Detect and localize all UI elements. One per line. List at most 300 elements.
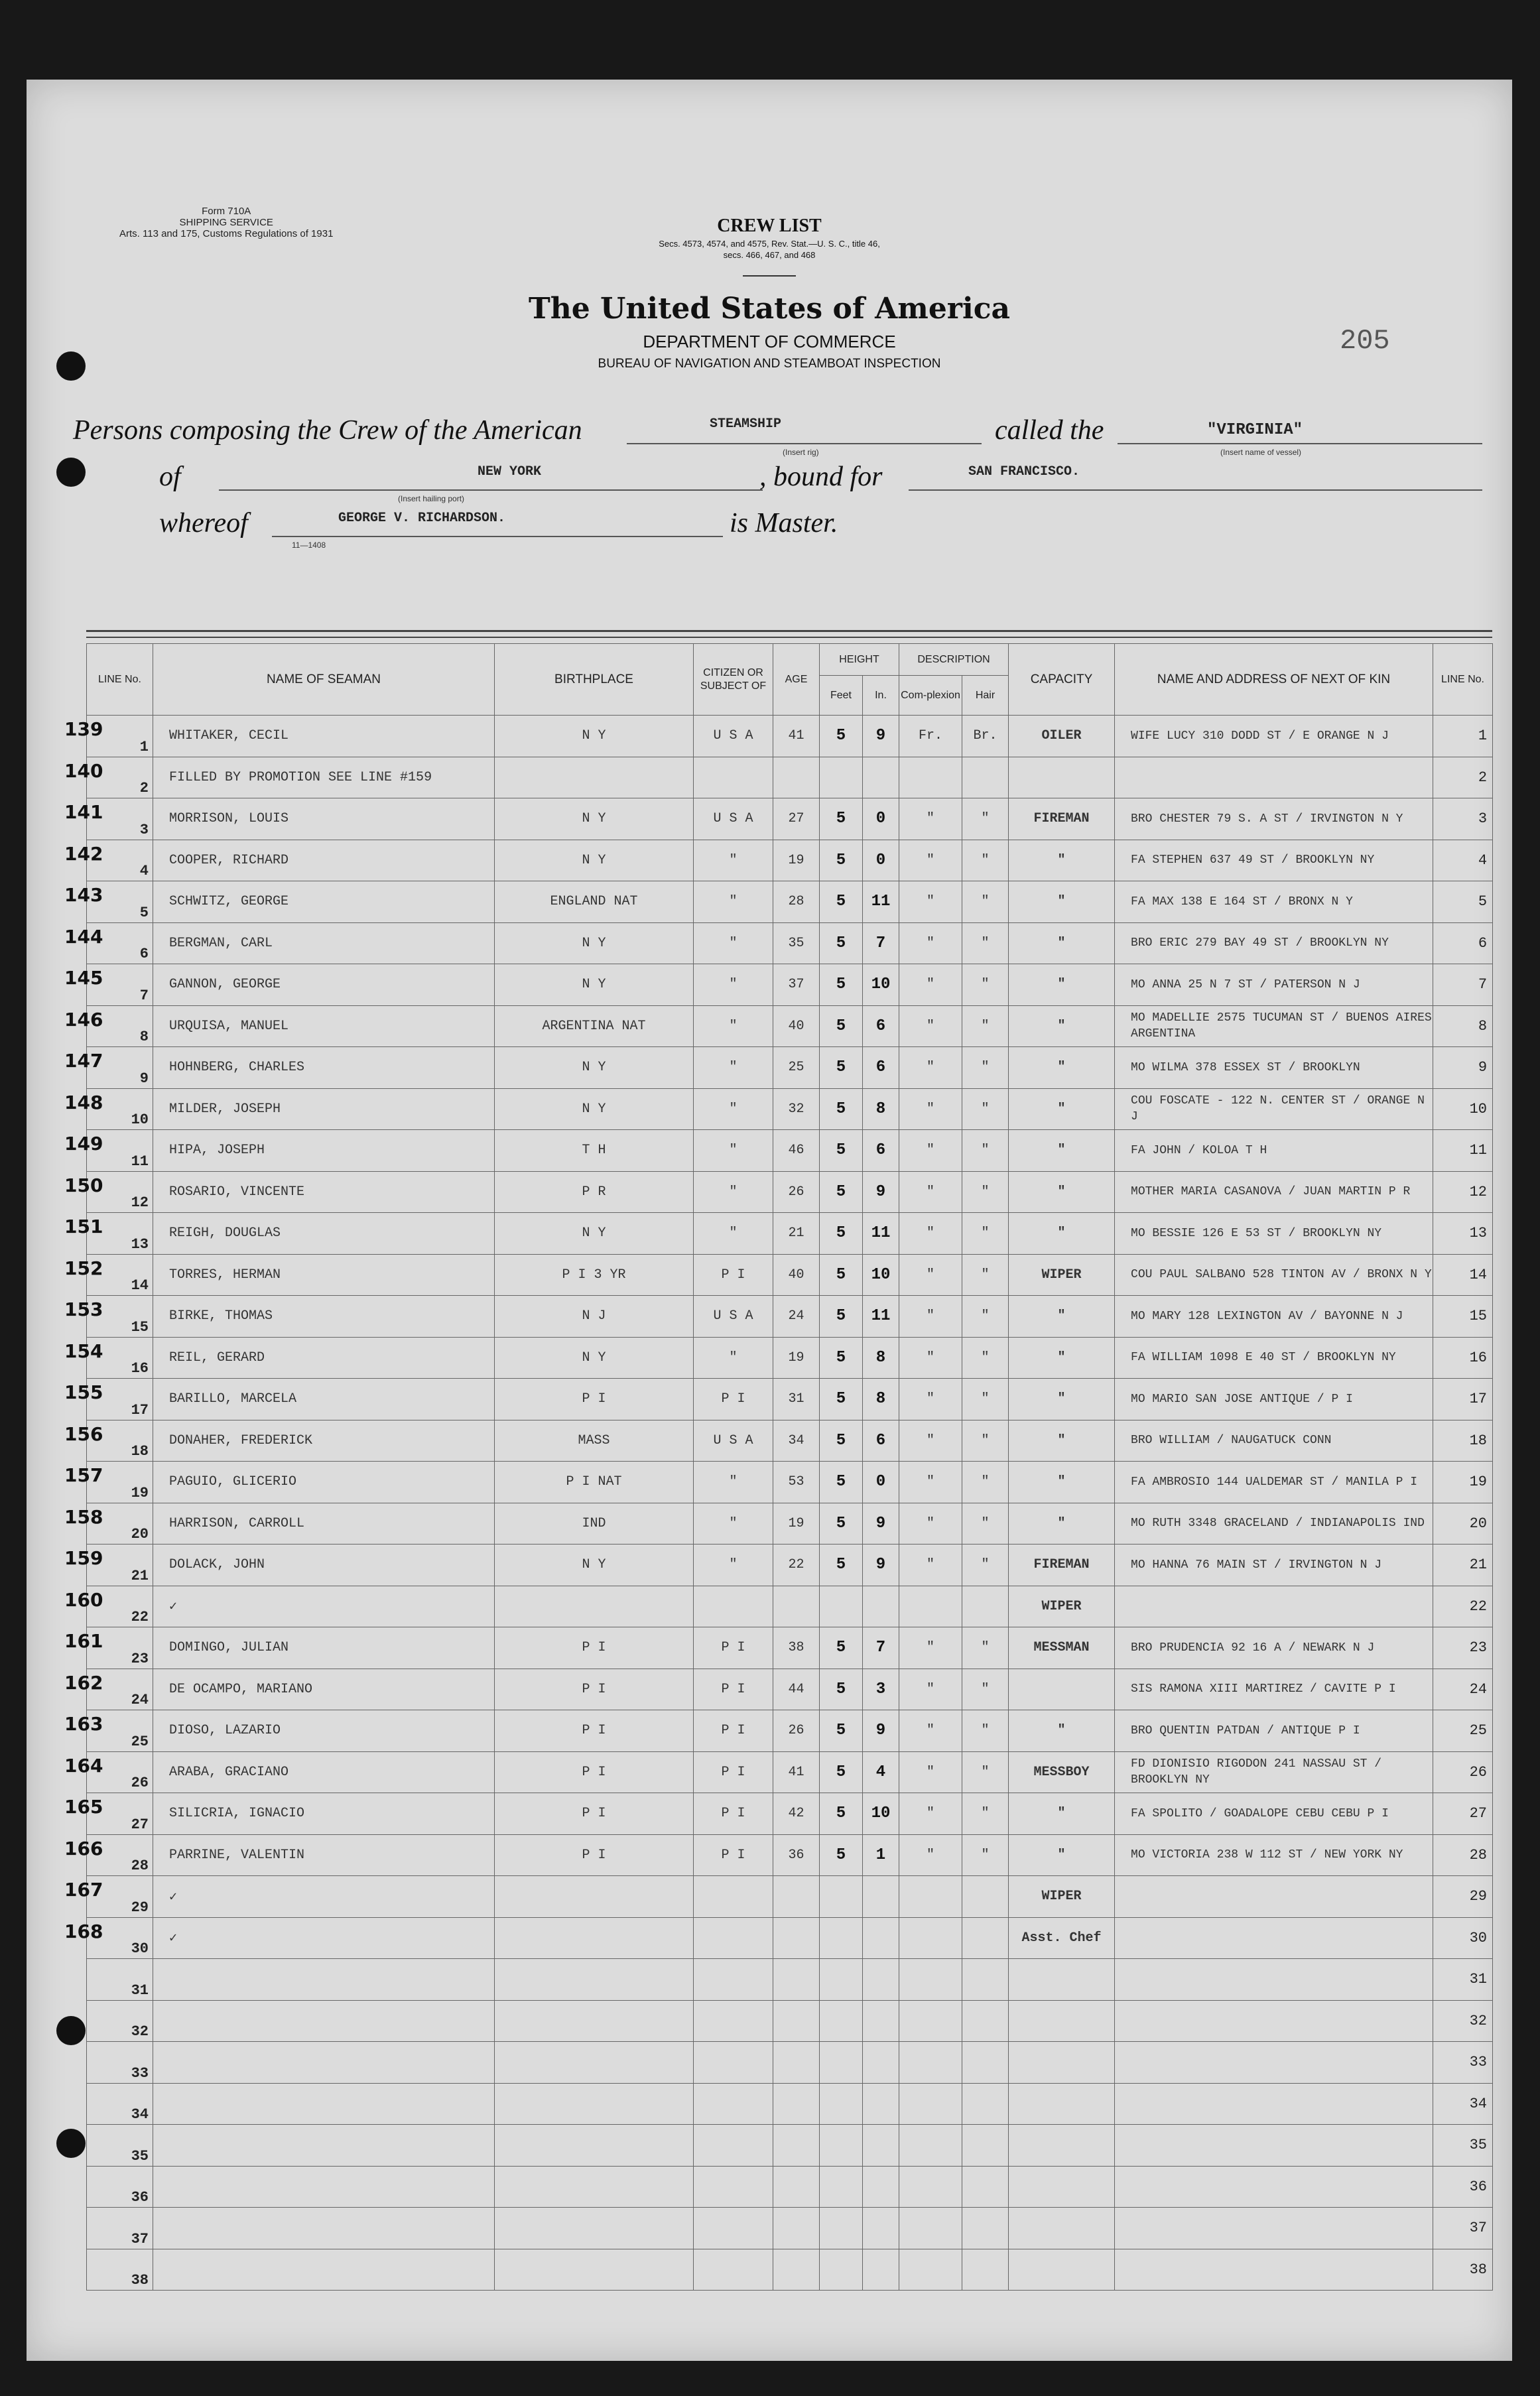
handwritten-seq: 155 xyxy=(64,1381,103,1403)
capacity xyxy=(1009,2208,1115,2249)
handwritten-seq: 159 xyxy=(64,1547,103,1569)
height-feet xyxy=(820,2083,863,2125)
line-number: 35 xyxy=(131,2147,149,2165)
capacity: WIPER xyxy=(1009,1254,1115,1296)
line-number-right: 34 xyxy=(1433,2083,1493,2125)
line-number-cell xyxy=(64,1088,153,1130)
height-feet: 5 xyxy=(820,1296,863,1338)
height-feet: 5 xyxy=(820,798,863,840)
birthplace: P I 3 YR xyxy=(495,1254,694,1296)
height-inches: 9 xyxy=(863,1171,899,1213)
capacity: " xyxy=(1009,1834,1115,1876)
height-feet: 5 xyxy=(820,1379,863,1420)
hair xyxy=(962,1917,1009,1959)
crew-row xyxy=(87,964,1493,1006)
doc-title: CREW LIST xyxy=(717,216,822,236)
hair: " xyxy=(962,1420,1009,1462)
height-feet: 5 xyxy=(820,1669,863,1710)
complexion xyxy=(899,1959,962,2001)
complexion: " xyxy=(899,1834,962,1876)
complexion: " xyxy=(899,881,962,923)
line-number-cell xyxy=(64,1047,153,1089)
height-feet: 5 xyxy=(820,1751,863,1793)
height-inches: 6 xyxy=(863,1005,899,1047)
age: 38 xyxy=(773,1627,820,1669)
height-feet xyxy=(820,1586,863,1627)
citizenship: P I xyxy=(694,1751,773,1793)
hair: " xyxy=(962,1669,1009,1710)
line-number-cell xyxy=(64,1130,153,1172)
birthplace xyxy=(495,2083,694,2125)
handwritten-seq: 161 xyxy=(64,1630,103,1652)
age: 35 xyxy=(773,922,820,964)
punch-hole xyxy=(56,2016,86,2045)
hair: " xyxy=(962,1710,1009,1752)
citizenship: P I xyxy=(694,1669,773,1710)
next-of-kin xyxy=(1115,2000,1433,2042)
line-number-right: 29 xyxy=(1433,1876,1493,1918)
hair xyxy=(962,757,1009,798)
complexion: " xyxy=(899,1171,962,1213)
complexion: " xyxy=(899,1213,962,1255)
crew-row xyxy=(87,798,1493,840)
line-number-right: 10 xyxy=(1433,1088,1493,1130)
line-number: 1 xyxy=(139,738,149,755)
age: 44 xyxy=(773,1669,820,1710)
capacity: FIREMAN xyxy=(1009,798,1115,840)
seaman-name xyxy=(153,2000,495,2042)
citizenship: " xyxy=(694,1503,773,1545)
age: 22 xyxy=(773,1545,820,1586)
vessel-caption: (Insert name of vessel) xyxy=(1220,448,1302,457)
citizenship: " xyxy=(694,1213,773,1255)
height-inches xyxy=(863,2000,899,2042)
line-number: 30 xyxy=(131,1940,149,1957)
birthplace: P I xyxy=(495,1834,694,1876)
line-number: 16 xyxy=(131,1360,149,1377)
height-inches xyxy=(863,1876,899,1918)
complexion: " xyxy=(899,1751,962,1793)
next-of-kin: MO MARY 128 LEXINGTON AV / BAYONNE N J xyxy=(1115,1296,1433,1338)
line-number-right: 24 xyxy=(1433,1669,1493,1710)
age: 53 xyxy=(773,1462,820,1503)
birthplace: ARGENTINA NAT xyxy=(495,1005,694,1047)
citizenship: " xyxy=(694,1462,773,1503)
handwritten-seq: 157 xyxy=(64,1464,103,1486)
line-number-cell xyxy=(87,2083,153,2125)
height-feet: 5 xyxy=(820,1710,863,1752)
hair: " xyxy=(962,1047,1009,1089)
line-number: 38 xyxy=(131,2272,149,2289)
next-of-kin xyxy=(1115,2083,1433,2125)
height-inches: 1 xyxy=(863,1834,899,1876)
line-number-cell xyxy=(64,1793,153,1835)
height-inches: 9 xyxy=(863,1503,899,1545)
line-number: 23 xyxy=(131,1650,149,1667)
birthplace: N Y xyxy=(495,1337,694,1379)
handwritten-seq: 152 xyxy=(64,1257,103,1279)
line-number-cell xyxy=(64,798,153,840)
line-number: 32 xyxy=(131,2023,149,2040)
capacity: WIPER xyxy=(1009,1876,1115,1918)
citizenship xyxy=(694,1876,773,1918)
seaman-name xyxy=(153,2125,495,2167)
handwritten-seq: 145 xyxy=(64,967,103,989)
crew-row xyxy=(87,1171,1493,1213)
line-number-right: 1 xyxy=(1433,716,1493,757)
citizenship: " xyxy=(694,1088,773,1130)
complexion xyxy=(899,2208,962,2249)
seaman-name: HARRISON, CARROLL xyxy=(153,1503,495,1545)
handwritten-seq: 163 xyxy=(64,1713,103,1735)
next-of-kin: FA AMBROSIO 144 UALDEMAR ST / MANILA P I xyxy=(1115,1462,1433,1503)
height-feet: 5 xyxy=(820,1088,863,1130)
capacity: Asst. Chef xyxy=(1009,1917,1115,1959)
complexion xyxy=(899,2166,962,2208)
line-number-right: 19 xyxy=(1433,1462,1493,1503)
seaman-name: BARILLO, MARCELA xyxy=(153,1379,495,1420)
line-number-cell xyxy=(64,1876,153,1918)
citizenship xyxy=(694,1959,773,2001)
next-of-kin: MO VICTORIA 238 W 112 ST / NEW YORK NY xyxy=(1115,1834,1433,1876)
height-feet: 5 xyxy=(820,1130,863,1172)
height-inches: 7 xyxy=(863,922,899,964)
seaman-name: BIRKE, THOMAS xyxy=(153,1296,495,1338)
citizenship: " xyxy=(694,1130,773,1172)
crew-row xyxy=(87,922,1493,964)
hair xyxy=(962,2000,1009,2042)
height-inches: 9 xyxy=(863,1710,899,1752)
declaration-lead: Persons composing the Crew of the American xyxy=(73,415,582,446)
height-inches: 9 xyxy=(863,716,899,757)
line-number: 3 xyxy=(139,821,149,838)
next-of-kin xyxy=(1115,2125,1433,2167)
handwritten-seq: 149 xyxy=(64,1133,103,1155)
print-code: 11—1408 xyxy=(292,540,326,550)
hair: " xyxy=(962,1088,1009,1130)
seaman-name: SCHWITZ, GEORGE xyxy=(153,881,495,923)
is-master: is Master. xyxy=(730,508,838,538)
seaman-name: DIOSO, LAZARIO xyxy=(153,1710,495,1752)
citizenship: P I xyxy=(694,1793,773,1835)
handwritten-seq: 150 xyxy=(64,1174,103,1196)
crew-row xyxy=(87,1130,1493,1172)
crew-table xyxy=(64,643,1493,2291)
height-inches: 9 xyxy=(863,1545,899,1586)
birthplace: N Y xyxy=(495,922,694,964)
seaman-name: ✓ xyxy=(153,1917,495,1959)
crew-row xyxy=(87,1834,1493,1876)
next-of-kin: COU PAUL SALBANO 528 TINTON AV / BRONX N Y xyxy=(1115,1254,1433,1296)
line-number-right: 31 xyxy=(1433,1959,1493,2001)
age xyxy=(773,2249,820,2291)
crew-row xyxy=(87,1337,1493,1379)
next-of-kin xyxy=(1115,2208,1433,2249)
birthplace xyxy=(495,1959,694,2001)
height-feet: 5 xyxy=(820,1462,863,1503)
age: 37 xyxy=(773,964,820,1006)
age: 28 xyxy=(773,881,820,923)
age: 27 xyxy=(773,798,820,840)
hair: " xyxy=(962,1793,1009,1835)
seaman-name: GANNON, GEORGE xyxy=(153,964,495,1006)
line-number-right: 23 xyxy=(1433,1627,1493,1669)
line-number-right: 11 xyxy=(1433,1130,1493,1172)
line-number: 18 xyxy=(131,1443,149,1460)
age: 32 xyxy=(773,1088,820,1130)
crew-row xyxy=(87,1959,1493,2001)
capacity: " xyxy=(1009,922,1115,964)
complexion: " xyxy=(899,1337,962,1379)
capacity xyxy=(1009,1959,1115,2001)
citizenship xyxy=(694,2249,773,2291)
line-number-right: 27 xyxy=(1433,1793,1493,1835)
statute-line-1: Secs. 4573, 4574, and 4575, Rev. Stat.—U. S. C., title 46, xyxy=(659,239,880,249)
line-number-cell xyxy=(64,922,153,964)
complexion xyxy=(899,757,962,798)
handwritten-seq: 141 xyxy=(64,801,103,823)
rig-value: STEAMSHIP xyxy=(710,416,782,432)
crew-row xyxy=(87,1586,1493,1627)
hair: " xyxy=(962,798,1009,840)
height-inches xyxy=(863,2166,899,2208)
crew-row xyxy=(87,1751,1493,1793)
height-feet: 5 xyxy=(820,881,863,923)
birthplace: N Y xyxy=(495,1047,694,1089)
seaman-name: REIGH, DOUGLAS xyxy=(153,1213,495,1255)
age xyxy=(773,757,820,798)
age xyxy=(773,1876,820,1918)
crew-row xyxy=(87,1669,1493,1710)
age: 19 xyxy=(773,840,820,881)
col-name: NAME OF SEAMAN xyxy=(153,644,495,716)
line-number-right: 26 xyxy=(1433,1751,1493,1793)
next-of-kin: MOTHER MARIA CASANOVA / JUAN MARTIN P R xyxy=(1115,1171,1433,1213)
citizenship: " xyxy=(694,922,773,964)
destination-line xyxy=(909,489,1482,491)
line-number: 27 xyxy=(131,1816,149,1833)
hair: " xyxy=(962,922,1009,964)
vessel-line xyxy=(1118,443,1482,444)
hair: " xyxy=(962,1503,1009,1545)
next-of-kin: MO MADELLIE 2575 TUCUMAN ST / BUENOS AIRES ARGENTINA xyxy=(1115,1005,1433,1047)
form-number: Form 710A xyxy=(202,206,251,217)
age xyxy=(773,1917,820,1959)
hair: " xyxy=(962,1379,1009,1420)
line-number: 9 xyxy=(139,1070,149,1087)
crew-row xyxy=(87,1503,1493,1545)
height-feet: 5 xyxy=(820,1503,863,1545)
citizenship xyxy=(694,2000,773,2042)
age: 26 xyxy=(773,1710,820,1752)
birthplace xyxy=(495,757,694,798)
handwritten-seq: 156 xyxy=(64,1422,103,1445)
citizenship xyxy=(694,1586,773,1627)
age: 41 xyxy=(773,716,820,757)
line-number-cell xyxy=(87,2125,153,2167)
crew-rows xyxy=(64,716,1493,2291)
complexion xyxy=(899,2042,962,2084)
hair xyxy=(962,2083,1009,2125)
line-number-cell xyxy=(64,964,153,1006)
age: 41 xyxy=(773,1751,820,1793)
hair: " xyxy=(962,1254,1009,1296)
birthplace xyxy=(495,2208,694,2249)
hair: " xyxy=(962,1213,1009,1255)
citizenship xyxy=(694,2208,773,2249)
height-feet: 5 xyxy=(820,840,863,881)
age xyxy=(773,2125,820,2167)
next-of-kin: FA MAX 138 E 164 ST / BRONX N Y xyxy=(1115,881,1433,923)
complexion xyxy=(899,2125,962,2167)
height-inches xyxy=(863,2249,899,2291)
height-inches: 10 xyxy=(863,1793,899,1835)
seaman-name: REIL, GERARD xyxy=(153,1337,495,1379)
hair xyxy=(962,2125,1009,2167)
next-of-kin: FD DIONISIO RIGODON 241 NASSAU ST / BROOKLYN NY xyxy=(1115,1751,1433,1793)
capacity: " xyxy=(1009,1503,1115,1545)
line-number: 10 xyxy=(131,1111,149,1128)
birthplace: P I xyxy=(495,1793,694,1835)
height-feet xyxy=(820,2125,863,2167)
next-of-kin: FA JOHN / KOLOA T H xyxy=(1115,1130,1433,1172)
citizenship: " xyxy=(694,1337,773,1379)
statute-line-2: secs. 466, 467, and 468 xyxy=(723,250,816,260)
capacity xyxy=(1009,2083,1115,2125)
bureau: BUREAU OF NAVIGATION AND STEAMBOAT INSPECTION xyxy=(598,357,941,371)
birthplace xyxy=(495,2125,694,2167)
next-of-kin: MO BESSIE 126 E 53 ST / BROOKLYN NY xyxy=(1115,1213,1433,1255)
age xyxy=(773,1586,820,1627)
seaman-name xyxy=(153,2166,495,2208)
hair: " xyxy=(962,881,1009,923)
hair: " xyxy=(962,1751,1009,1793)
complexion: Fr. xyxy=(899,716,962,757)
complexion xyxy=(899,2000,962,2042)
seaman-name: ROSARIO, VINCENTE xyxy=(153,1171,495,1213)
line-number-cell xyxy=(64,1545,153,1586)
line-number-cell xyxy=(64,757,153,798)
height-feet xyxy=(820,2249,863,2291)
height-feet: 5 xyxy=(820,1793,863,1835)
height-inches xyxy=(863,2208,899,2249)
height-inches: 0 xyxy=(863,840,899,881)
citizenship: P I xyxy=(694,1379,773,1420)
complexion: " xyxy=(899,798,962,840)
birthplace: P I xyxy=(495,1710,694,1752)
capacity xyxy=(1009,2249,1115,2291)
line-number: 33 xyxy=(131,2064,149,2082)
capacity: " xyxy=(1009,1710,1115,1752)
line-number: 29 xyxy=(131,1899,149,1916)
next-of-kin: MO WILMA 378 ESSEX ST / BROOKLYN xyxy=(1115,1047,1433,1089)
crew-row xyxy=(87,757,1493,798)
seaman-name: ✓ xyxy=(153,1586,495,1627)
hair xyxy=(962,2042,1009,2084)
citizenship: " xyxy=(694,840,773,881)
line-number-right: 20 xyxy=(1433,1503,1493,1545)
crew-row xyxy=(87,840,1493,881)
seaman-name: FILLED BY PROMOTION SEE LINE #159 xyxy=(153,757,495,798)
crew-row xyxy=(87,1876,1493,1918)
crew-row xyxy=(87,1917,1493,1959)
col-line-no-right: LINE No. xyxy=(1433,644,1493,716)
line-number-cell xyxy=(87,2042,153,2084)
height-inches xyxy=(863,1586,899,1627)
hair: " xyxy=(962,964,1009,1006)
handwritten-seq: 146 xyxy=(64,1008,103,1031)
height-inches: 6 xyxy=(863,1047,899,1089)
capacity: WIPER xyxy=(1009,1586,1115,1627)
seaman-name xyxy=(153,2083,495,2125)
age xyxy=(773,2166,820,2208)
crew-row xyxy=(87,1296,1493,1338)
hair: " xyxy=(962,1171,1009,1213)
complexion: " xyxy=(899,1047,962,1089)
col-height: HEIGHT xyxy=(820,644,899,676)
line-number: 24 xyxy=(131,1692,149,1708)
citizenship xyxy=(694,1917,773,1959)
height-inches xyxy=(863,1959,899,2001)
citizenship: U S A xyxy=(694,1420,773,1462)
line-number: 28 xyxy=(131,1858,149,1874)
line-number-right: 35 xyxy=(1433,2125,1493,2167)
age: 26 xyxy=(773,1171,820,1213)
height-inches xyxy=(863,2125,899,2167)
citizenship xyxy=(694,2083,773,2125)
handwritten-seq: 151 xyxy=(64,1216,103,1237)
height-feet xyxy=(820,2042,863,2084)
line-number-right: 22 xyxy=(1433,1586,1493,1627)
line-number-cell xyxy=(87,2000,153,2042)
line-number-cell xyxy=(64,1337,153,1379)
height-feet: 5 xyxy=(820,1337,863,1379)
handwritten-seq: 164 xyxy=(64,1754,103,1777)
seaman-name: MILDER, JOSEPH xyxy=(153,1088,495,1130)
complexion: " xyxy=(899,1254,962,1296)
divider xyxy=(743,275,796,277)
complexion xyxy=(899,1586,962,1627)
line-number: 22 xyxy=(131,1609,149,1625)
line-number-cell xyxy=(64,1751,153,1793)
height-inches: 6 xyxy=(863,1130,899,1172)
citizenship: U S A xyxy=(694,1296,773,1338)
complexion: " xyxy=(899,1793,962,1835)
age: 36 xyxy=(773,1834,820,1876)
complexion: " xyxy=(899,922,962,964)
crew-row xyxy=(87,2249,1493,2291)
next-of-kin: MO ANNA 25 N 7 ST / PATERSON N J xyxy=(1115,964,1433,1006)
crew-row xyxy=(87,2042,1493,2084)
bound-for: , bound for xyxy=(759,462,883,492)
crew-row xyxy=(87,1545,1493,1586)
crew-row xyxy=(87,881,1493,923)
citizenship: " xyxy=(694,1171,773,1213)
capacity xyxy=(1009,1669,1115,1710)
line-number-right: 30 xyxy=(1433,1917,1493,1959)
handwritten-seq: 148 xyxy=(64,1091,103,1113)
next-of-kin: BRO WILLIAM / NAUGATUCK CONN xyxy=(1115,1420,1433,1462)
of-label: of xyxy=(159,462,181,492)
whereof-label: whereof xyxy=(159,508,248,538)
table-top-rule xyxy=(86,630,1492,632)
complexion: " xyxy=(899,1627,962,1669)
height-inches: 0 xyxy=(863,1462,899,1503)
citizenship: P I xyxy=(694,1254,773,1296)
line-number-right: 8 xyxy=(1433,1005,1493,1047)
capacity xyxy=(1009,757,1115,798)
height-inches xyxy=(863,2083,899,2125)
